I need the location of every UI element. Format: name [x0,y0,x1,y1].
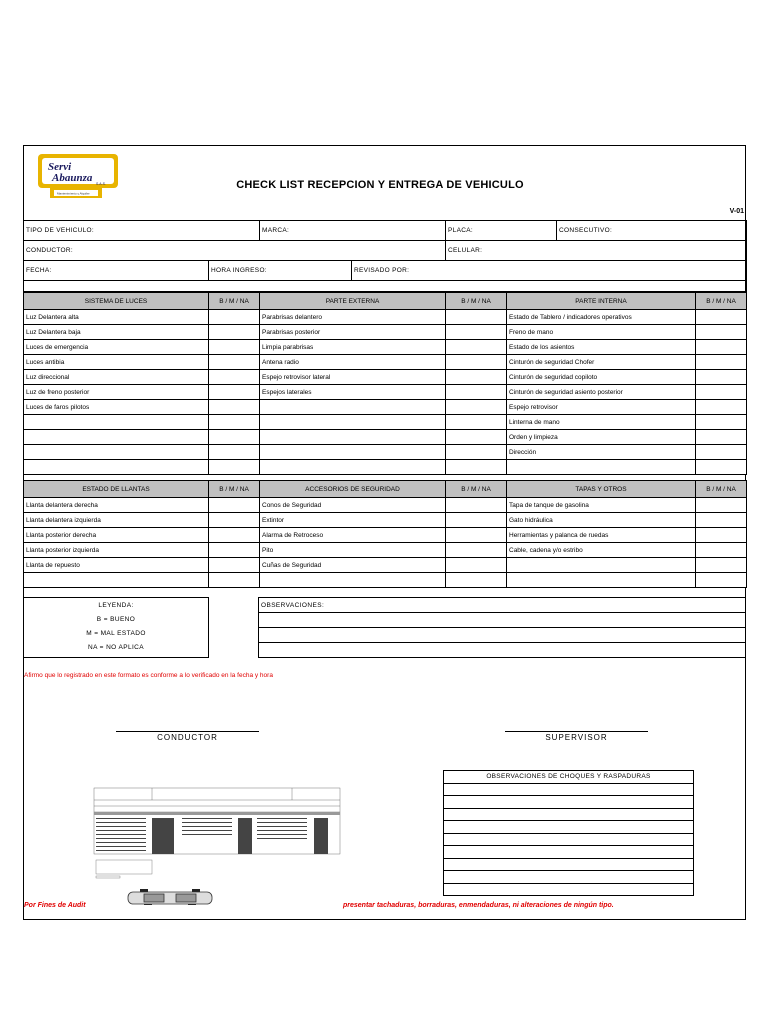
bm-na-check-cell[interactable] [446,573,507,588]
bm-na-check-cell[interactable] [209,543,260,558]
observaciones-table [258,597,746,658]
consecutivo-field[interactable]: CONSECUTIVO: [557,221,747,241]
tipo-vehiculo-field[interactable]: TIPO DE VEHICULO: [24,221,260,241]
bm-na-check-cell[interactable] [446,340,507,355]
bm-na-check-cell[interactable] [446,355,507,370]
bm-na-check-cell[interactable] [696,370,747,385]
checklist-item: Espejo retrovisor [507,400,696,415]
checklist-item: Alarma de Retroceso [260,528,446,543]
legend-bueno: B = BUENO [96,616,136,623]
celular-field[interactable]: CELULAR: [446,241,747,261]
bm-na-header: B / M / NA [446,293,507,310]
checklist-item: Estado de Tablero / indicadores operativos [507,310,696,325]
hora-ingreso-field[interactable]: HORA INGRESO: [209,261,352,281]
checklist-row [24,558,747,573]
checklist-item: Herramientas y palanca de ruedas [507,528,696,543]
bm-na-check-cell[interactable] [446,415,507,430]
observaciones-label: OBSERVACIONES: [259,598,746,613]
choques-line[interactable] [444,808,694,821]
bm-na-check-cell[interactable] [209,340,260,355]
bm-na-check-cell[interactable] [696,415,747,430]
bm-na-check-cell[interactable] [696,400,747,415]
svg-text:Mantenimiento y Alquiler: Mantenimiento y Alquiler [57,191,90,196]
checklist-item: Freno de mano [507,325,696,340]
checklist-row [24,310,747,325]
bm-na-check-cell[interactable] [696,340,747,355]
bm-na-header: B / M / NA [696,481,747,498]
checklist-item: Llanta de repuesto [24,558,209,573]
checklist-item: Parabrisas delantero [260,310,446,325]
fecha-field[interactable]: FECHA: [24,261,209,281]
checklist-item: Extintor [260,513,446,528]
checklist-row [24,513,747,528]
form-title: CHECK LIST RECEPCION Y ENTREGA DE VEHICULO [236,179,524,191]
bm-na-check-cell[interactable] [696,528,747,543]
marca-field[interactable]: MARCA: [260,221,446,241]
header-table [23,220,747,261]
bm-na-check-cell[interactable] [446,460,507,475]
choques-label: OBSERVACIONES DE CHOQUES Y RASPADURAS [444,771,694,784]
bm-na-check-cell[interactable] [209,385,260,400]
checklist-row [24,415,747,430]
company-logo [36,151,126,201]
svg-text:Servi: Servi [48,161,72,173]
checklist-item: Dirección [507,445,696,460]
checklist-item: Conos de Seguridad [260,498,446,513]
choques-line[interactable] [444,833,694,846]
choques-table [443,770,694,896]
bm-na-check-cell[interactable] [209,528,260,543]
checklist-item [24,430,209,445]
bm-na-check-cell[interactable] [446,513,507,528]
bm-na-check-cell[interactable] [446,430,507,445]
checklist-section-1 [23,292,747,475]
bm-na-check-cell[interactable] [696,513,747,528]
checklist-item: Luz Delantera alta [24,310,209,325]
observaciones-line[interactable] [259,613,746,628]
checklist-row [24,430,747,445]
checklist-item [507,460,696,475]
conductor-signature-label: CONDUCTOR [157,733,218,742]
bm-na-check-cell[interactable] [209,513,260,528]
checklist-item: Pito [260,543,446,558]
checklist-item: Gato hidráulica [507,513,696,528]
bm-na-check-cell[interactable] [446,385,507,400]
bm-na-check-cell[interactable] [209,445,260,460]
choques-line[interactable] [444,871,694,884]
bm-na-check-cell[interactable] [446,370,507,385]
checklist-item [24,445,209,460]
checklist-item: Orden y limpieza [507,430,696,445]
bm-na-check-cell[interactable] [209,415,260,430]
supervisor-signature-label: SUPERVISOR [545,733,608,742]
bm-na-check-cell[interactable] [209,400,260,415]
choques-line[interactable] [444,821,694,834]
bm-na-check-cell[interactable] [696,430,747,445]
section-header-row [24,293,747,310]
bm-na-check-cell[interactable] [446,558,507,573]
checklist-item [24,460,209,475]
checklist-item: Cinturón de seguridad copiloto [507,370,696,385]
checklist-row [24,340,747,355]
checklist-row [24,355,747,370]
form-thumbnail-image [92,784,342,914]
checklist-row [24,400,747,415]
checklist-item [507,558,696,573]
bm-na-check-cell[interactable] [209,460,260,475]
bm-na-check-cell[interactable] [446,445,507,460]
checklist-item [24,573,209,588]
legend-mal-estado: M = MAL ESTADO [86,630,146,637]
checklist-item: Cinturón de seguridad asiento posterior [507,385,696,400]
checklist-item: Parabrisas posterior [260,325,446,340]
bm-na-check-cell[interactable] [209,430,260,445]
checklist-item: Linterna de mano [507,415,696,430]
bm-na-check-cell[interactable] [696,385,747,400]
section-header-1: PARTE EXTERNA [260,293,446,310]
bm-na-check-cell[interactable] [696,573,747,588]
checklist-item: Tapa de tanque de gasolina [507,498,696,513]
checklist-section-2 [23,480,747,588]
bm-na-check-cell[interactable] [696,325,747,340]
choques-line[interactable] [444,783,694,796]
bm-na-check-cell[interactable] [446,400,507,415]
checklist-item: Luces antibia [24,355,209,370]
bm-na-check-cell[interactable] [446,498,507,513]
checklist-item: Llanta delantera izquierda [24,513,209,528]
checklist-row [24,543,747,558]
svg-text:S.A.S.: S.A.S. [96,182,106,186]
checklist-item: Luces de emergencia [24,340,209,355]
bm-na-header: B / M / NA [696,293,747,310]
checklist-item: Antena radio [260,355,446,370]
revisado-por-field[interactable]: REVISADO POR: [352,261,747,281]
checklist-row [24,325,747,340]
section-header-0: SISTEMA DE LUCES [24,293,209,310]
checklist-row [24,370,747,385]
section-header-2: TAPAS Y OTROS [507,481,696,498]
bm-na-header: B / M / NA [209,481,260,498]
checklist-row [24,528,747,543]
footer-warning-left: Por Fines de Audit [24,902,86,909]
bm-na-check-cell[interactable] [209,310,260,325]
bm-na-check-cell[interactable] [209,325,260,340]
bm-na-check-cell[interactable] [696,445,747,460]
placa-field[interactable]: PLACA: [446,221,557,241]
bm-na-check-cell[interactable] [209,558,260,573]
checklist-item [260,430,446,445]
bm-na-check-cell[interactable] [696,355,747,370]
checklist-item [507,573,696,588]
checklist-item: Luces de faros pilotos [24,400,209,415]
checklist-item: Cable, cadena y/o estribo [507,543,696,558]
form-version: V-01 [729,208,744,215]
bm-na-header: B / M / NA [209,293,260,310]
section-header-row [24,481,747,498]
bm-na-check-cell[interactable] [696,543,747,558]
observaciones-line[interactable] [259,643,746,658]
bm-na-check-cell[interactable] [209,573,260,588]
checklist-item [260,445,446,460]
footer-warning-right: presentar tachaduras, borraduras, enmendaduras, ni alteraciones de ningún tipo. [343,902,614,909]
checklist-item [260,400,446,415]
choques-line[interactable] [444,846,694,859]
bm-na-check-cell[interactable] [696,310,747,325]
bm-na-check-cell[interactable] [446,528,507,543]
checklist-item: Estado de los asientos [507,340,696,355]
checklist-item: Espejo retrovisor lateral [260,370,446,385]
checklist-row [24,498,747,513]
checklist-item: Llanta posterior derecha [24,528,209,543]
checklist-item: Limpia parabrisas [260,340,446,355]
bm-na-check-cell[interactable] [446,543,507,558]
checklist-item: Espejos laterales [260,385,446,400]
bm-na-check-cell[interactable] [446,310,507,325]
header-table-2 [23,260,747,292]
legend-no-aplica: NA = NO APLICA [88,644,144,651]
checklist-item: Luz direccional [24,370,209,385]
section-header-1: ACCESORIOS DE SEGURIDAD [260,481,446,498]
svg-text:Abaunza: Abaunza [52,172,93,184]
choques-line[interactable] [444,796,694,809]
checklist-row [24,573,747,588]
checklist-item [260,460,446,475]
choques-line[interactable] [444,858,694,871]
checklist-item [24,415,209,430]
checklist-row [24,445,747,460]
bm-na-check-cell[interactable] [696,460,747,475]
section-header-0: ESTADO DE LLANTAS [24,481,209,498]
bm-na-header: B / M / NA [446,481,507,498]
legend-box [23,597,209,658]
spacer-row [24,281,747,292]
supervisor-signature-line[interactable] [505,731,648,732]
checklist-item: Luz de freno posterior [24,385,209,400]
checklist-row [24,385,747,400]
legend-title: LEYENDA: [98,602,134,609]
observaciones-line[interactable] [259,628,746,643]
bm-na-check-cell[interactable] [446,325,507,340]
conductor-field[interactable]: CONDUCTOR: [24,241,446,261]
affirmation-text: Afirmo que lo registrado en este formato es conforme a lo verificado en la fecha y hora [24,672,273,679]
checklist-item: Cuñas de Seguridad [260,558,446,573]
bm-na-check-cell[interactable] [209,498,260,513]
bm-na-check-cell[interactable] [209,355,260,370]
checklist-item: Luz Delantera baja [24,325,209,340]
bm-na-check-cell[interactable] [209,370,260,385]
checklist-item [260,573,446,588]
checklist-item: Cinturón de seguridad Chofer [507,355,696,370]
section-header-2: PARTE INTERNA [507,293,696,310]
choques-line[interactable] [444,883,694,896]
conductor-signature-line[interactable] [116,731,259,732]
checklist-row [24,460,747,475]
checklist-item: Llanta posterior izquierda [24,543,209,558]
bm-na-check-cell[interactable] [696,558,747,573]
bm-na-check-cell[interactable] [696,498,747,513]
checklist-item: Llanta delantera derecha [24,498,209,513]
checklist-item [260,415,446,430]
